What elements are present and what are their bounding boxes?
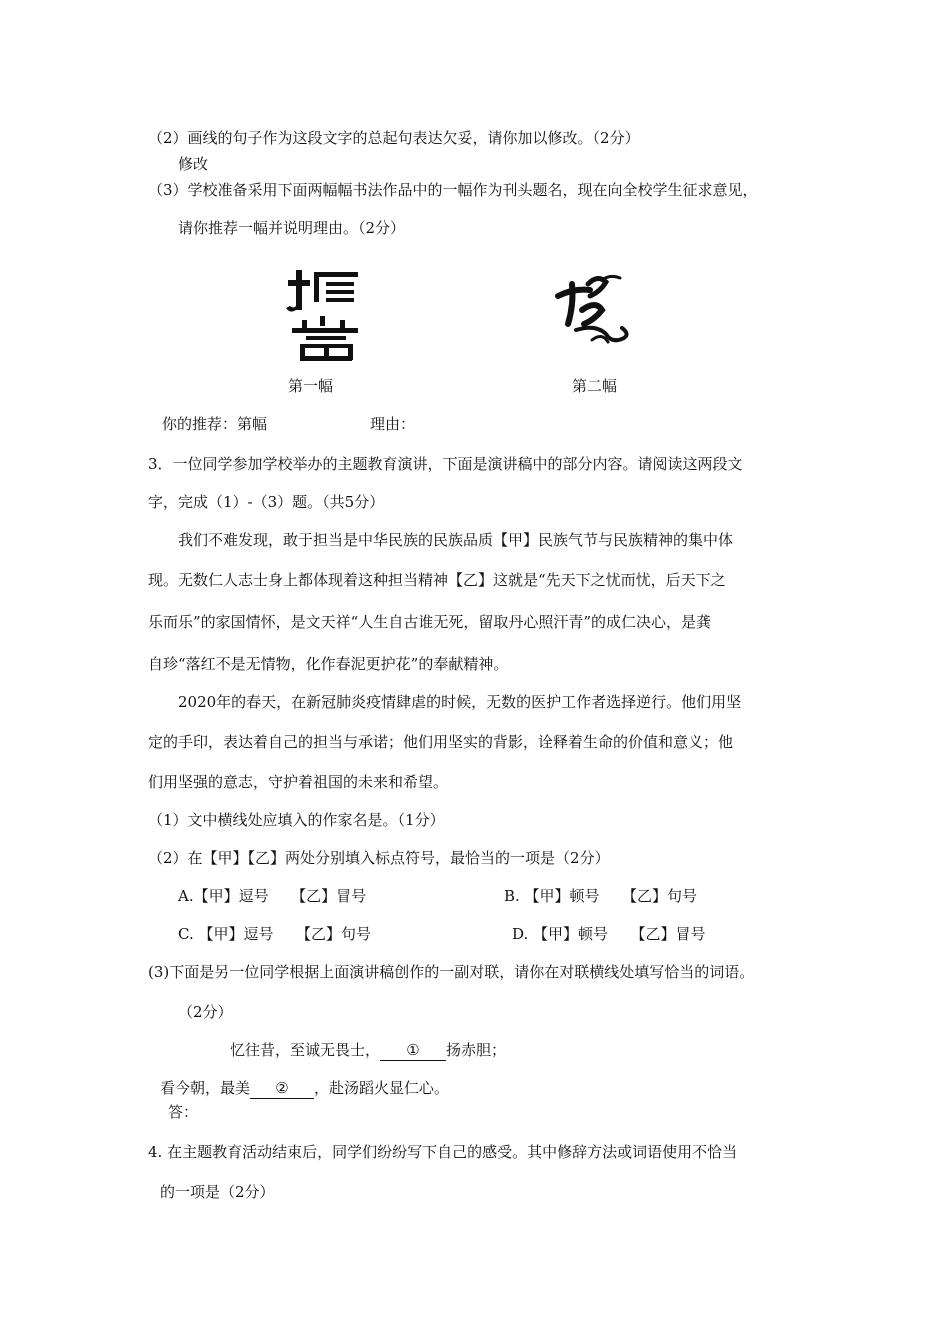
option-c: C. 【甲】逗号 【乙】句号 bbox=[178, 925, 371, 943]
passage-para2-line2: 定的手印，表达着自己的担当与承诺；他们用坚实的背影，诠释着生命的价值和意义；他 bbox=[148, 733, 734, 751]
answer-label: 答： bbox=[168, 1103, 199, 1121]
calligraphy-2-caption: 第二幅 bbox=[572, 377, 618, 395]
q2-part3-line1: （3）学校准备采用下面两幅幅书法作品中的一幅作为刊头题名，现在向全校学生征求意见， bbox=[148, 181, 758, 199]
passage-para2-line1: 2020年的春天，在新冠肺炎疫情肆虐的时候，无数的医护工作者选择逆行。他们用坚 bbox=[178, 693, 742, 711]
couplet2-pre: 看今朝，最美 bbox=[160, 1079, 251, 1097]
q2-part3-line2: 请你推荐一幅并说明理由。（2分） bbox=[178, 219, 406, 237]
reason-label: 理由： bbox=[370, 415, 416, 433]
couplet2-post: ，赴汤蹈火显仁心。 bbox=[314, 1079, 450, 1097]
q2-part2: （2）画线的句子作为这段文字的总起句表达欠妥，请你加以修改。（2分） bbox=[148, 129, 640, 147]
q4-line2: 的一项是（2分） bbox=[160, 1183, 275, 1201]
q3-sub3-line1: (3)下面是另一位同学根据上面演讲稿创作的一副对联，请你在对联横线处填写恰当的词语。 bbox=[148, 963, 755, 981]
option-b: B. 【甲】顿号 【乙】句号 bbox=[504, 887, 698, 905]
option-d: D. 【甲】顿号 【乙】冒号 bbox=[512, 925, 706, 943]
couplet1-pre: 忆往昔，至诚无畏士， bbox=[230, 1041, 381, 1059]
calligraphy-2-image bbox=[552, 270, 636, 356]
couplet1-blank[interactable]: ① bbox=[380, 1040, 446, 1061]
calligraphy-1-image bbox=[282, 266, 368, 362]
passage-para1-line2: 现。无数仁人志士身上都体现着这种担当精神【乙】这就是“先天下之忧而忧，后天下之 bbox=[148, 571, 726, 589]
option-a: A.【甲】逗号 【乙】冒号 bbox=[178, 887, 367, 905]
couplet-line2 bbox=[160, 1078, 449, 1099]
passage-para1-line1: 我们不难发现，敢于担当是中华民族的民族品质【甲】民族气节与民族精神的集中体 bbox=[178, 531, 734, 549]
passage-para1-line3: 乐而乐”的家国情怀，是文天祥“人生自古谁无死，留取丹心照汗青”的成仁决心，是龚 bbox=[148, 613, 712, 631]
passage-para1-line4: 自珍“落红不是无情物，化作春泥更护花”的奉献精神。 bbox=[148, 655, 509, 673]
couplet1-post: 扬赤胆； bbox=[446, 1041, 507, 1059]
q3-stem-line1: 3．一位同学参加学校举办的主题教育演讲，下面是演讲稿中的部分内容。请阅读这两段文 bbox=[148, 455, 743, 473]
passage-para2-line3: 们用坚强的意志，守护着祖国的未来和希望。 bbox=[148, 773, 449, 791]
couplet2-blank[interactable]: ② bbox=[250, 1078, 314, 1099]
q3-sub3-line2: （2分） bbox=[178, 1003, 233, 1021]
couplet-line1 bbox=[230, 1040, 506, 1061]
calligraphy-1-caption: 第一幅 bbox=[288, 377, 334, 395]
recommend-label: 你的推荐：第幅 bbox=[162, 415, 268, 433]
q3-sub2: （2）在【甲】【乙】两处分别填入标点符号，最恰当的一项是（2分） bbox=[148, 849, 610, 867]
q3-stem-line2: 字，完成（1）-（3）题。（共5分） bbox=[148, 493, 385, 511]
q2-answer-label: 修改 bbox=[178, 155, 209, 173]
q3-sub1: （1）文中横线处应填入的作家名是。（1分） bbox=[148, 811, 445, 829]
q4-line1: 4. 在主题教育活动结束后，同学们纷纷写下自己的感受。其中修辞方法或词语使用不恰当 bbox=[148, 1143, 738, 1161]
